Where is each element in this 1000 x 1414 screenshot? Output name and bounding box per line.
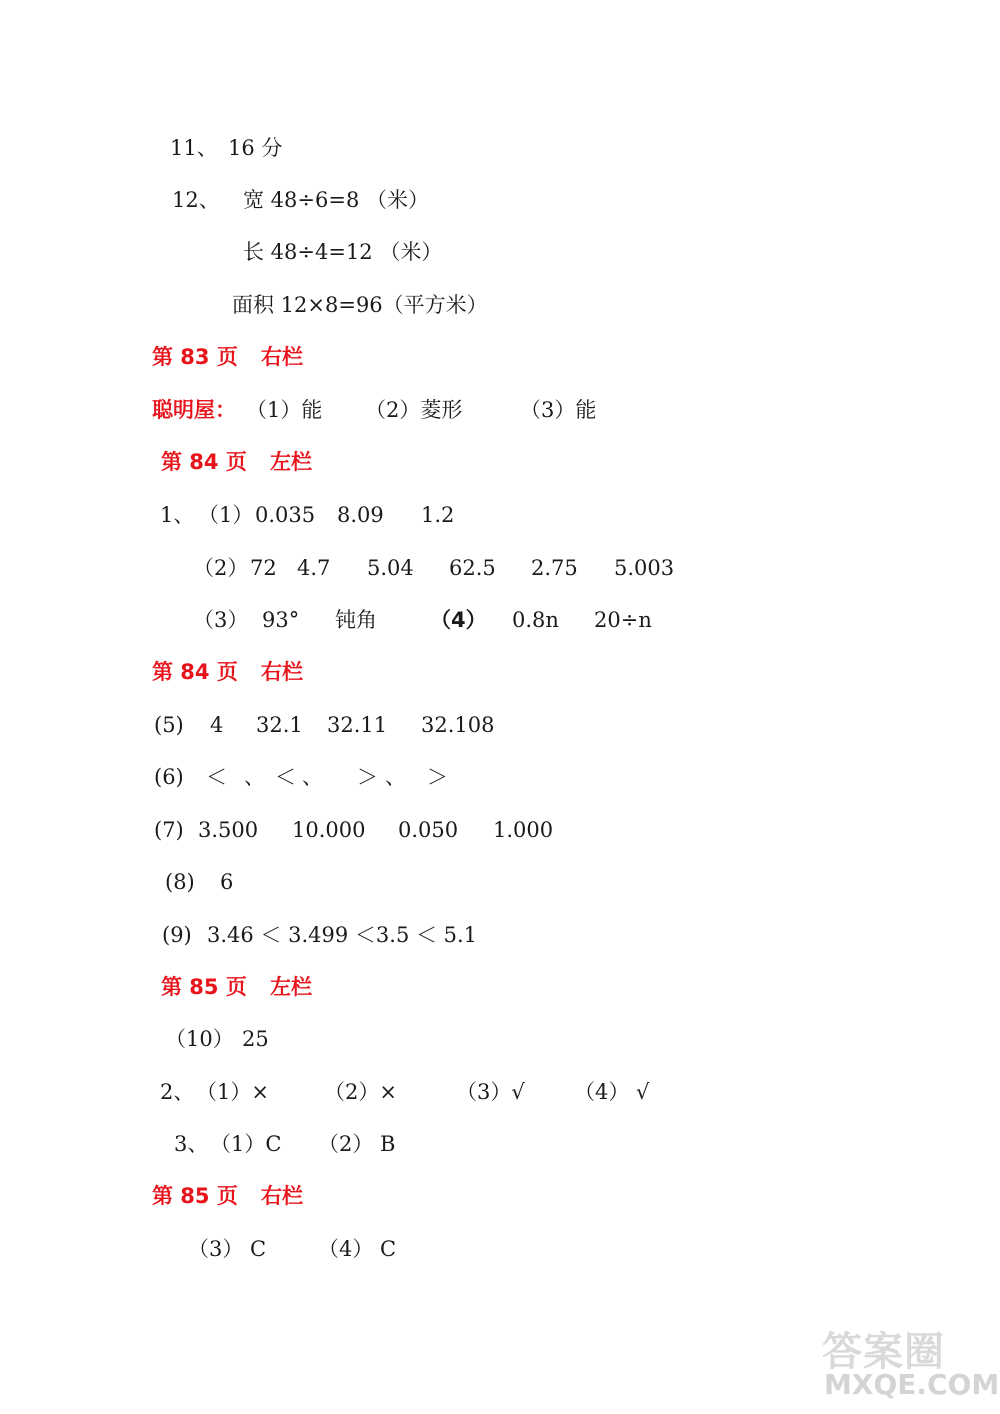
value: 72 <box>250 556 277 580</box>
question-number: 11、 <box>170 136 218 160</box>
value: 3.500 <box>198 818 259 842</box>
smart-answer-3: （3）能 <box>520 398 597 422</box>
value: 1.2 <box>421 503 455 527</box>
sub-label: (8) <box>165 870 195 894</box>
sub-label: (9) <box>162 923 192 947</box>
value: 32.1 <box>256 713 303 737</box>
value: 5.003 <box>614 556 675 580</box>
page-label: 第 84 页 <box>161 450 247 474</box>
value: （4） √ <box>574 1080 650 1104</box>
sub-label: (7) <box>154 818 184 842</box>
value: （1）× <box>196 1080 269 1104</box>
value: 10.000 <box>292 818 366 842</box>
value: （2） B <box>318 1132 396 1156</box>
value: 6 <box>220 870 234 894</box>
page-label: 第 84 页 <box>152 660 238 684</box>
value: 25 <box>242 1027 269 1051</box>
sub-label: （1） <box>198 503 254 527</box>
watermark-logo <box>822 1320 1000 1408</box>
width-calc: 宽 48÷6=8 （米） <box>243 188 429 212</box>
value: 8.09 <box>337 503 384 527</box>
sub-label: （10） <box>165 1027 234 1051</box>
column-label: 左栏 <box>270 975 312 999</box>
value: 、 <box>302 765 323 789</box>
question-number: 1、 <box>160 503 195 527</box>
answer-text: 16 分 <box>228 136 283 160</box>
value: 32.108 <box>421 713 495 737</box>
sub-label: （3） <box>193 608 249 632</box>
value: 1.000 <box>493 818 554 842</box>
column-label: 右栏 <box>261 1184 303 1208</box>
value: （4） C <box>318 1237 397 1261</box>
column-label: 右栏 <box>261 660 303 684</box>
value: 5.04 <box>367 556 414 580</box>
value: （3）√ <box>456 1080 525 1104</box>
value: 4.7 <box>297 556 331 580</box>
value: ＜ <box>206 765 227 789</box>
watermark-url: MXQE.COM <box>824 1368 1000 1401</box>
smart-answer-2: （2）菱形 <box>365 398 463 422</box>
smart-house-label: 聪明屋： <box>152 398 236 422</box>
value: 0.035 <box>255 503 316 527</box>
length-calc: 长 48÷4=12 （米） <box>243 240 443 264</box>
sub-label: (5) <box>154 713 184 737</box>
page-label: 第 83 页 <box>152 345 238 369</box>
value: 3.46 ＜ 3.499 ＜3.5 ＜ 5.1 <box>207 923 478 947</box>
value: ＞ <box>427 765 448 789</box>
value: （1）C <box>210 1132 282 1156</box>
value: 0.050 <box>398 818 459 842</box>
value: ＞ <box>357 765 378 789</box>
value: 钝角 <box>335 608 377 632</box>
watermark-title: 答案圈 <box>822 1329 945 1375</box>
page-label: 第 85 页 <box>152 1184 238 1208</box>
question-number: 3、 <box>174 1132 209 1156</box>
value: 62.5 <box>449 556 496 580</box>
column-label: 左栏 <box>270 450 312 474</box>
area-calc: 面积 12×8=96（平方米） <box>232 293 488 317</box>
sub-label: (6) <box>154 765 184 789</box>
column-label: 右栏 <box>261 345 303 369</box>
value: 20÷n <box>594 608 652 632</box>
page-label: 第 85 页 <box>161 975 247 999</box>
value: 93° <box>262 608 300 632</box>
sub-label: （2） <box>193 556 249 580</box>
value: 0.8n <box>512 608 559 632</box>
question-number: 2、 <box>160 1080 195 1104</box>
sub-label: （4） <box>430 608 487 632</box>
value: 32.11 <box>327 713 388 737</box>
value: 2.75 <box>531 556 578 580</box>
value: ＜ <box>275 765 296 789</box>
smart-answer-1: （1）能 <box>246 398 323 422</box>
value: 、 <box>385 765 406 789</box>
value: （2）× <box>324 1080 397 1104</box>
value: 、 <box>244 765 265 789</box>
question-number: 12、 <box>172 188 220 212</box>
value: （3） C <box>188 1237 267 1261</box>
value: 4 <box>210 713 224 737</box>
